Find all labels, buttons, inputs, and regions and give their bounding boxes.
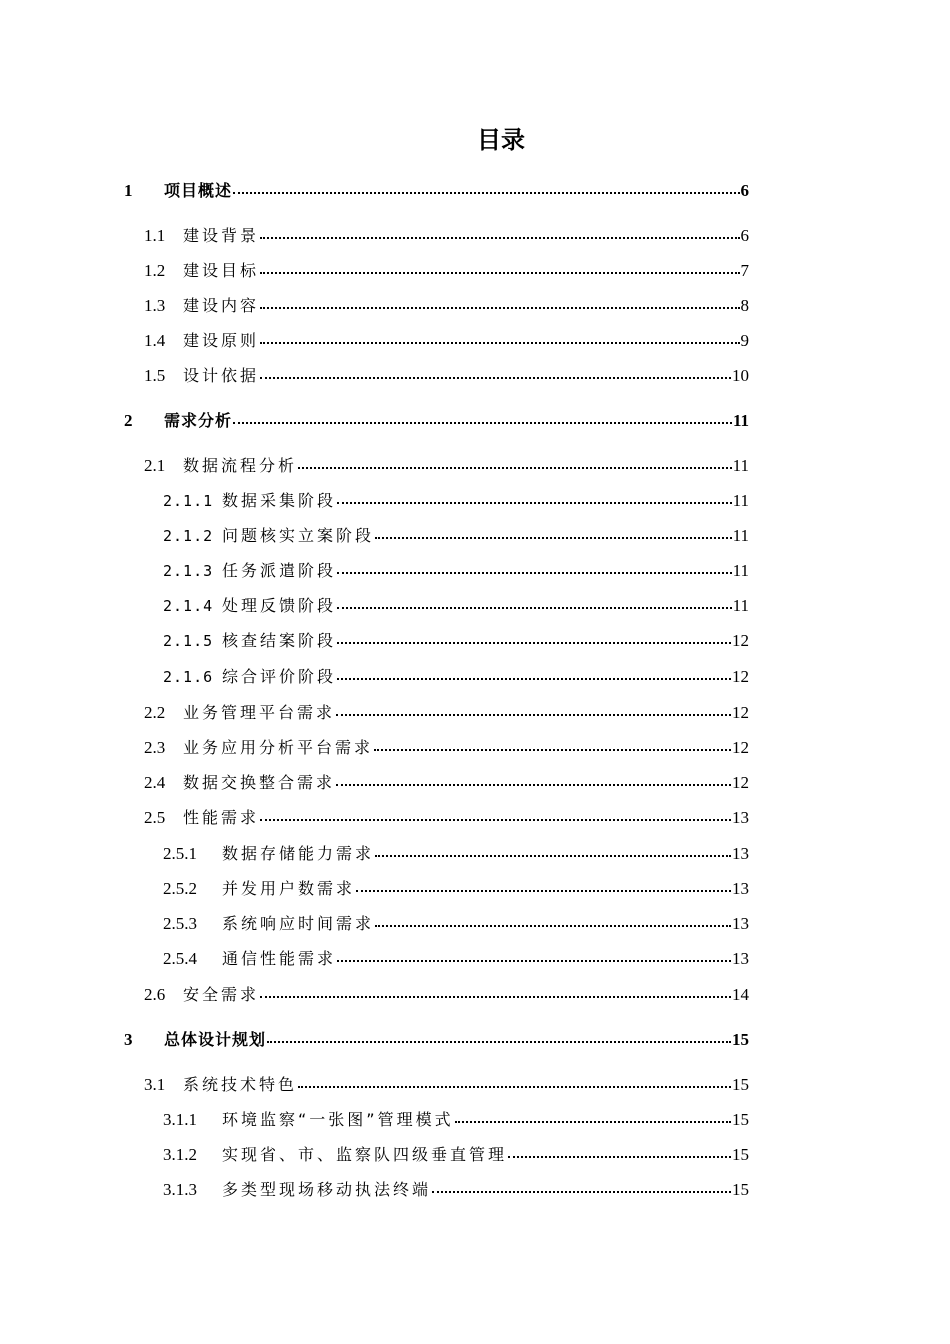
toc-entry-number: 1.5	[144, 366, 166, 385]
toc-title: 目录	[477, 126, 525, 154]
toc-entry[interactable]	[144, 293, 749, 319]
toc-entry[interactable]	[144, 223, 749, 249]
toc-entry[interactable]	[144, 982, 749, 1008]
dot-leader	[233, 192, 739, 194]
toc-entry-page: 11	[732, 596, 749, 615]
toc-entry-label: 问题核实立案阶段	[222, 526, 375, 545]
toc-entry-number: 2.1.1	[163, 492, 214, 510]
toc-entry-label: 数据存储能力需求	[222, 844, 375, 863]
toc-entry-label: 建设背景	[183, 226, 260, 245]
toc-entry-page: 6	[740, 226, 749, 245]
dot-leader	[298, 467, 732, 469]
dot-leader	[375, 925, 731, 927]
dot-leader	[260, 819, 731, 821]
toc-entry-number: 2.1.3	[163, 562, 214, 580]
toc-entry[interactable]	[144, 453, 749, 479]
toc-entry-number: 1	[124, 181, 133, 200]
toc-entry-number: 2.2	[144, 703, 166, 722]
toc-entry-number: 2.5	[144, 808, 166, 827]
toc-entry[interactable]	[163, 558, 749, 584]
toc-entry-number: 3.1.1	[163, 1110, 197, 1129]
toc-entry[interactable]	[163, 911, 749, 937]
toc-entry-number: 2.1	[144, 456, 166, 475]
toc-entry-label: 性能需求	[183, 808, 260, 827]
toc-entry[interactable]	[124, 1027, 749, 1053]
toc-entry[interactable]	[144, 735, 749, 761]
toc-entry-page: 15	[732, 1110, 749, 1129]
toc-entry-page: 11	[732, 456, 749, 475]
dot-leader	[455, 1121, 731, 1123]
dot-leader	[508, 1156, 731, 1158]
toc-entry-number: 2.1.4	[163, 597, 214, 615]
toc-entry-label: 系统技术特色	[183, 1075, 298, 1094]
toc-entry-label: 业务应用分析平台需求	[183, 738, 374, 757]
toc-entry[interactable]	[163, 876, 749, 902]
toc-entry-page: 13	[732, 808, 749, 827]
toc-entry[interactable]	[144, 363, 749, 389]
toc-entry[interactable]	[163, 523, 749, 549]
toc-entry[interactable]	[144, 770, 749, 796]
dot-leader	[233, 422, 732, 424]
toc-entry[interactable]	[163, 664, 749, 690]
toc-entry-page: 8	[740, 296, 749, 315]
toc-entry-number: 2.5.3	[163, 914, 197, 933]
toc-entry-page: 12	[732, 703, 749, 722]
toc-entry[interactable]	[163, 488, 749, 514]
toc-entry-page: 7	[740, 261, 749, 280]
dot-leader	[298, 1086, 731, 1088]
toc-entry-label: 需求分析	[164, 411, 233, 430]
toc-entry-label: 实现省、市、监察队四级垂直管理	[222, 1145, 508, 1164]
toc-entry-page: 13	[732, 914, 749, 933]
dot-leader	[375, 855, 731, 857]
toc-entry-page: 15	[732, 1180, 749, 1199]
toc-entry-page: 11	[732, 526, 749, 545]
toc-entry-page: 13	[732, 844, 749, 863]
toc-entry-number: 3.1	[144, 1075, 166, 1094]
toc-entry-label: 环境监察“一张图”管理模式	[222, 1110, 454, 1129]
toc-entry-number: 2.1.6	[163, 668, 214, 686]
toc-entry-label: 数据采集阶段	[222, 491, 337, 510]
dot-leader	[337, 607, 732, 609]
dot-leader	[260, 237, 739, 239]
toc-entry-label: 系统响应时间需求	[222, 914, 375, 933]
toc-entry[interactable]	[144, 700, 749, 726]
toc-entry-label: 安全需求	[183, 985, 260, 1004]
toc-entry-label: 建设原则	[183, 331, 260, 350]
dot-leader	[432, 1191, 731, 1193]
toc-entry-label: 业务管理平台需求	[183, 703, 336, 722]
dot-leader	[375, 537, 732, 539]
toc-entry-label: 核查结案阶段	[222, 631, 337, 650]
toc-entry-label: 建设内容	[183, 296, 260, 315]
toc-entry-number: 2.5.1	[163, 844, 197, 863]
dot-leader	[336, 784, 731, 786]
dot-leader	[356, 890, 731, 892]
toc-entry-page: 11	[732, 491, 749, 510]
toc-entry-page: 12	[732, 773, 749, 792]
toc-entry-label: 数据交换整合需求	[183, 773, 336, 792]
toc-entry-number: 1.4	[144, 331, 166, 350]
toc-entry-number: 2	[124, 411, 133, 430]
toc-entry-label: 设计依据	[183, 366, 260, 385]
toc-entry-number: 3	[124, 1030, 133, 1049]
toc-entry-number: 2.4	[144, 773, 166, 792]
dot-leader	[374, 749, 731, 751]
toc-entry-page: 15	[732, 1145, 749, 1164]
toc-entry-page: 11	[732, 411, 749, 430]
toc-entry[interactable]	[124, 408, 749, 434]
toc-entry-number: 1.2	[144, 261, 166, 280]
dot-leader	[260, 377, 731, 379]
toc-entry-number: 1.1	[144, 226, 166, 245]
toc-entry-label: 任务派遣阶段	[222, 561, 337, 580]
dot-leader	[337, 960, 731, 962]
toc-entry[interactable]	[163, 1177, 749, 1203]
toc-entry-label: 项目概述	[164, 181, 233, 200]
toc-entry[interactable]	[163, 841, 749, 867]
toc-entry-label: 多类型现场移动执法终端	[222, 1180, 432, 1199]
toc-entry-number: 1.3	[144, 296, 166, 315]
toc-entry-number: 3.1.3	[163, 1180, 197, 1199]
toc-entry[interactable]	[144, 258, 749, 284]
toc-entry-page: 13	[732, 879, 749, 898]
toc-entry[interactable]	[144, 1072, 749, 1098]
toc-entry-label: 并发用户数需求	[222, 879, 356, 898]
dot-leader	[267, 1041, 731, 1043]
toc-entry-page: 14	[732, 985, 749, 1004]
toc-entry-number: 2.3	[144, 738, 166, 757]
toc-entry-label: 处理反馈阶段	[222, 596, 337, 615]
dot-leader	[337, 572, 732, 574]
toc-entry-page: 12	[732, 631, 749, 650]
toc-entry-page: 11	[732, 561, 749, 580]
toc-entry-page: 6	[740, 181, 749, 200]
toc-entry-number: 3.1.2	[163, 1145, 197, 1164]
toc-entry-label: 总体设计规划	[164, 1030, 267, 1049]
toc-entry-label: 数据流程分析	[183, 456, 298, 475]
toc-entry-page: 9	[740, 331, 749, 350]
toc-entry[interactable]	[163, 628, 749, 654]
toc-entry-page: 10	[732, 366, 749, 385]
toc-entry-page: 12	[732, 738, 749, 757]
dot-leader	[260, 996, 731, 998]
toc-entry[interactable]	[163, 946, 749, 972]
toc-entry-number: 2.5.4	[163, 949, 197, 968]
toc-entry-number: 2.5.2	[163, 879, 197, 898]
toc-entry-label: 建设目标	[183, 261, 260, 280]
toc-entry-number: 2.1.5	[163, 632, 214, 650]
toc-entry[interactable]	[163, 1142, 749, 1168]
toc-entry-page: 15	[732, 1075, 749, 1094]
toc-entry-page: 12	[732, 667, 749, 686]
toc-entry[interactable]	[144, 328, 749, 354]
dot-leader	[336, 714, 731, 716]
toc-entry[interactable]	[163, 1107, 749, 1133]
dot-leader	[337, 678, 731, 680]
toc-entry-number: 2.1.2	[163, 527, 214, 545]
toc-entry[interactable]	[144, 805, 749, 831]
dot-leader	[260, 307, 739, 309]
dot-leader	[337, 502, 732, 504]
toc-entry[interactable]	[163, 593, 749, 619]
toc-entry-number: 2.6	[144, 985, 166, 1004]
toc-entry-page: 15	[732, 1030, 749, 1049]
toc-entry[interactable]	[124, 178, 749, 204]
dot-leader	[260, 342, 739, 344]
toc-entry-label: 通信性能需求	[222, 949, 337, 968]
dot-leader	[260, 272, 739, 274]
dot-leader	[337, 642, 731, 644]
toc-entry-page: 13	[732, 949, 749, 968]
toc-entry-label: 综合评价阶段	[222, 667, 337, 686]
